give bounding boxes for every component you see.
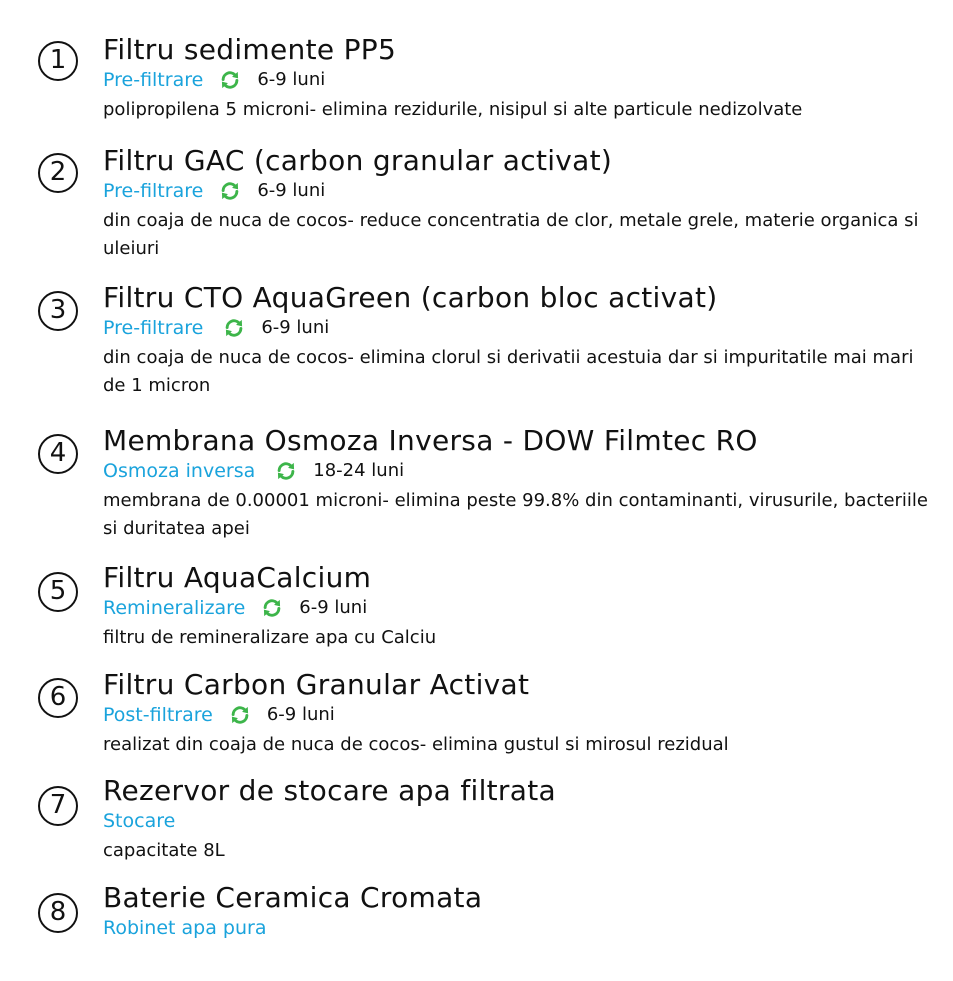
refresh-cycle-icon bbox=[219, 180, 241, 202]
item-title: Filtru AquaCalcium bbox=[103, 561, 372, 594]
item-description: membrana de 0.00001 microni- elimina peste 99.8% din contaminanti, virusurile, bacteriile si duritatea apei bbox=[103, 490, 928, 539]
item-category: Pre-filtrare bbox=[103, 69, 204, 91]
item-meta bbox=[103, 316, 329, 340]
item-duration: 6-9 luni bbox=[261, 317, 330, 338]
step-number-badge: 2 bbox=[38, 153, 78, 193]
step-number-badge: 8 bbox=[38, 893, 78, 933]
item-duration: 6-9 luni bbox=[299, 597, 368, 618]
step-number-badge: 3 bbox=[38, 291, 78, 331]
item-duration: 18-24 luni bbox=[313, 460, 405, 481]
item-meta bbox=[103, 703, 335, 727]
refresh-cycle-icon bbox=[219, 69, 241, 91]
item-meta bbox=[103, 459, 404, 483]
step-number-badge: 7 bbox=[38, 786, 78, 826]
item-title: Filtru GAC (carbon granular activat) bbox=[103, 144, 613, 177]
refresh-cycle-icon bbox=[229, 704, 251, 726]
item-title: Membrana Osmoza Inversa - DOW Filmtec RO bbox=[103, 424, 758, 457]
item-description: din coaja de nuca de cocos- elimina clorul si derivatii acestuia dar si impuritatile mai mari de 1 micron bbox=[103, 347, 914, 396]
item-meta bbox=[103, 809, 175, 833]
item-category: Remineralizare bbox=[103, 597, 246, 619]
item-category: Post-filtrare bbox=[103, 704, 213, 726]
item-category: Pre-filtrare bbox=[103, 180, 204, 202]
item-meta bbox=[103, 916, 266, 940]
item-title: Filtru CTO AquaGreen (carbon bloc activat) bbox=[103, 281, 718, 314]
item-duration: 6-9 luni bbox=[257, 69, 326, 90]
item-title: Rezervor de stocare apa filtrata bbox=[103, 774, 556, 807]
item-description: polipropilena 5 microni- elimina rezidurile, nisipul si alte particule nedizolvate bbox=[103, 99, 803, 120]
item-meta bbox=[103, 68, 325, 92]
item-category: Pre-filtrare bbox=[103, 317, 204, 339]
item-title: Baterie Ceramica Cromata bbox=[103, 881, 483, 914]
item-category: Stocare bbox=[103, 810, 176, 832]
item-duration: 6-9 luni bbox=[266, 704, 335, 725]
item-category: Osmoza inversa bbox=[103, 460, 256, 482]
item-description: realizat din coaja de nuca de cocos- elimina gustul si mirosul rezidual bbox=[103, 734, 729, 755]
refresh-cycle-icon bbox=[223, 317, 245, 339]
item-title: Filtru sedimente PP5 bbox=[103, 33, 397, 66]
step-number-badge: 1 bbox=[38, 41, 78, 81]
item-description: capacitate 8L bbox=[103, 840, 225, 861]
step-number-badge: 5 bbox=[38, 572, 78, 612]
step-number-badge: 4 bbox=[38, 434, 78, 474]
refresh-cycle-icon bbox=[275, 460, 297, 482]
refresh-cycle-icon bbox=[261, 597, 283, 619]
item-meta bbox=[103, 596, 367, 620]
item-title: Filtru Carbon Granular Activat bbox=[103, 668, 530, 701]
item-meta bbox=[103, 179, 325, 203]
step-number-badge: 6 bbox=[38, 678, 78, 718]
item-category: Robinet apa pura bbox=[103, 917, 267, 939]
item-description: filtru de remineralizare apa cu Calciu bbox=[103, 627, 437, 648]
item-duration: 6-9 luni bbox=[257, 180, 326, 201]
item-description: din coaja de nuca de cocos- reduce concentratia de clor, metale grele, materie organica si uleiuri bbox=[103, 210, 919, 259]
